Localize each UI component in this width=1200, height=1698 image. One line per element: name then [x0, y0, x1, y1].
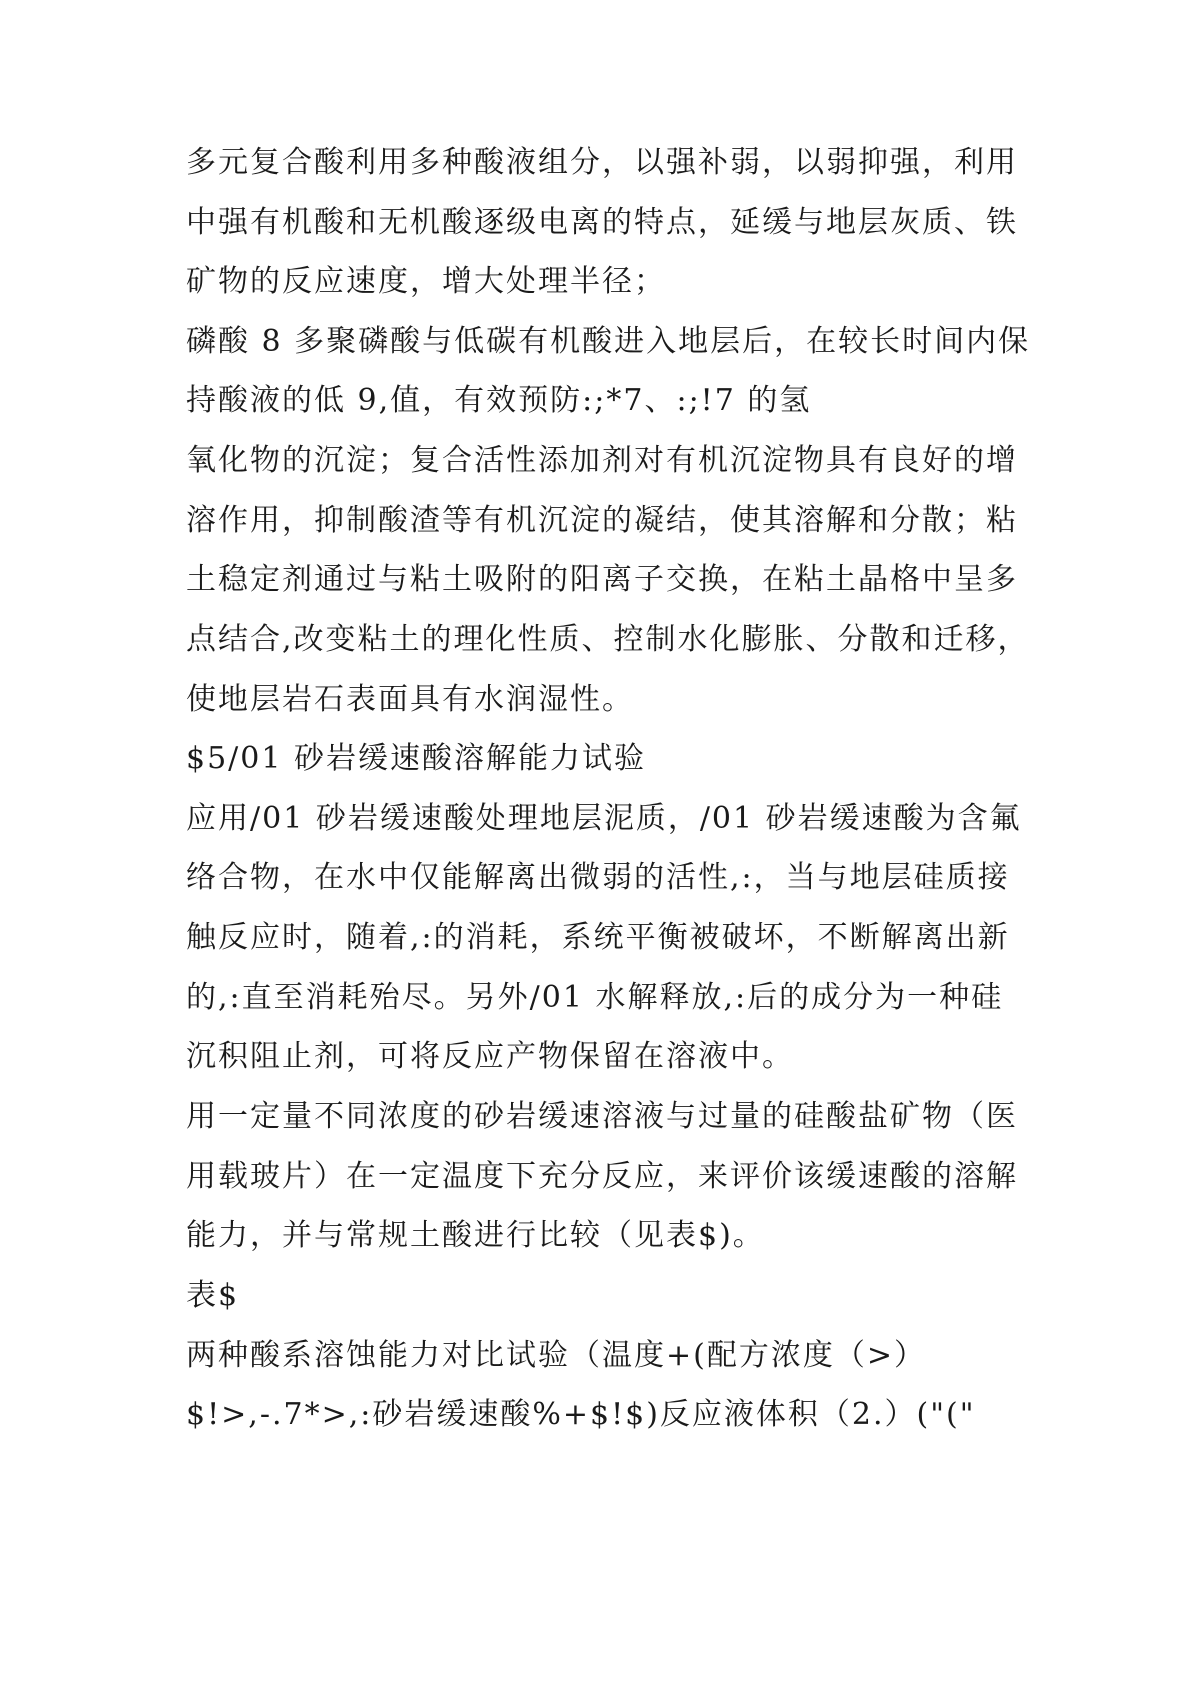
text-line: 用载玻片）在一定温度下充分反应，来评价该缓速酸的溶解 — [186, 1159, 1018, 1194]
text-line: 用一定量不同浓度的砂岩缓速溶液与过量的硅酸盐矿物（医 — [186, 1099, 1018, 1134]
text-line: 多元复合酸利用多种酸液组分，以强补弱，以弱抑强，利用 — [186, 145, 1018, 180]
section-heading: $5/01 砂岩缓速酸溶解能力试验 — [186, 741, 646, 776]
text-line: 能力，并与常规土酸进行比较（见表$)。 — [186, 1218, 765, 1253]
text-line: 矿物的反应速度，增大处理半径； — [186, 264, 666, 299]
text-line: 土稳定剂通过与粘土吸附的阳离子交换，在粘土晶格中呈多 — [186, 562, 1018, 597]
text-line: 使地层岩石表面具有水润湿性。 — [186, 682, 634, 717]
text-line: 应用/01 砂岩缓速酸处理地层泥质，/01 砂岩缓速酸为含氟 — [186, 801, 1022, 836]
text-line: 中强有机酸和无机酸逐级电离的特点，延缓与地层灰质、铁 — [186, 205, 1018, 240]
text-line: 的,:直至消耗殆尽。另外/01 水解释放,:后的成分为一种硅 — [186, 980, 1004, 1015]
table-caption: 两种酸系溶蚀能力对比试验（温度+(配方浓度（>） — [186, 1338, 926, 1373]
text-line: 沉积阻止剂，可将反应产物保留在溶液中。 — [186, 1039, 794, 1074]
text-line: 点结合,改变粘土的理化性质、控制水化膨胀、分散和迁移， — [186, 622, 1030, 657]
text-line: 氧化物的沉淀；复合活性添加剂对有机沉淀物具有良好的增 — [186, 443, 1018, 478]
text-line: 溶作用，抑制酸渣等有机沉淀的凝结，使其溶解和分散；粘 — [186, 503, 1018, 538]
text-line: 络合物，在水中仅能解离出微弱的活性,:，当与地层硅质接 — [186, 860, 1010, 895]
text-line: $!>,-.7*>,:砂岩缓速酸%+$!$)反应液体积（2.）("(" — [186, 1397, 976, 1432]
text-line: 触反应时，随着,:的消耗，系统平衡被破坏，不断解离出新 — [186, 920, 1010, 955]
table-label: 表$ — [186, 1278, 240, 1313]
text-line: 磷酸 8 多聚磷酸与低碳有机酸进入地层后，在较长时间内保 — [186, 324, 1031, 359]
text-line: 持酸液的低 9,值，有效预防:;*7、:;!7 的氢 — [186, 383, 812, 418]
